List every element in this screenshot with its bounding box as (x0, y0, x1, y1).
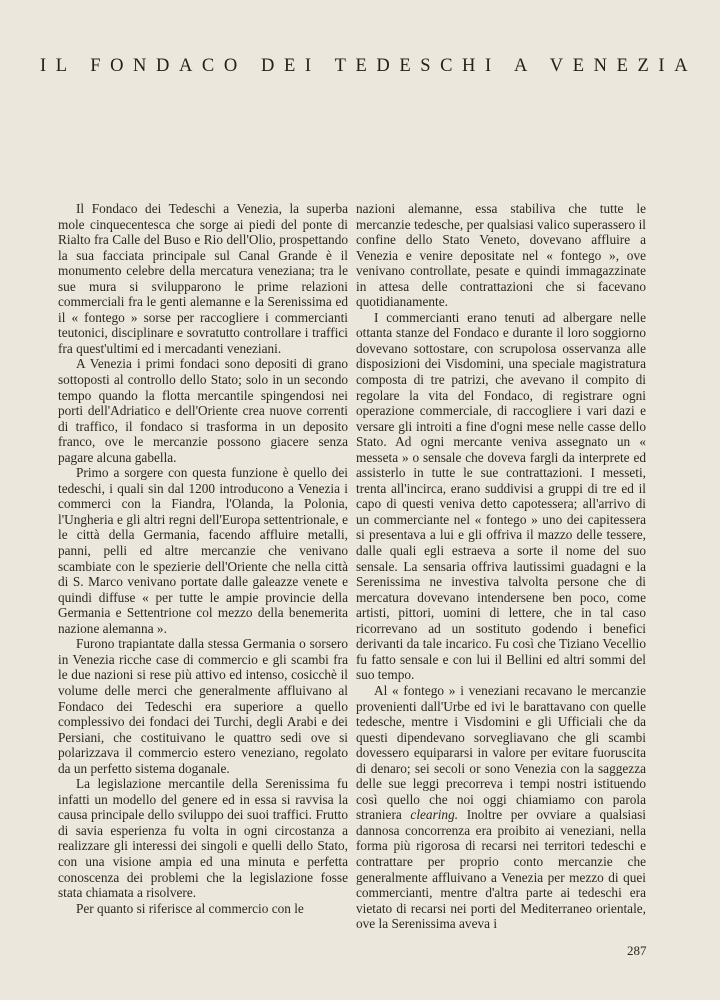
article-title: IL FONDACO DEI TEDESCHI A VENEZIA (40, 56, 698, 76)
paragraph: I commercianti erano tenuti ad albergare nelle ottanta stanze del Fondaco e durante il loro soggiorno dovevano sottostare, con scrupolosa osservanza alle disposizioni dei Visdomini, una speciale magistratura composta di tre patrizi, che avevano il compito di regolare la vita del Fondaco, di registrare ogni operazione commerciale, di raccogliere i vari dazi e versare gli introiti a fine d'ogni mese nelle casse dello Stato. Ad ogni mercante veniva assegnato un « messeta » o sensale che doveva fargli da interprete ed assisterlo in tutte le sue contrattazioni. I messeti, trenta all'incirca, erano suddivisi a gruppi di tre ed il capo di questi veniva detto capotessera; all'arrivo di un commerciante nel « fontego » uno dei capitessera si presentava a lui e gli offriva il mazzo delle tessere, dalle quali egli estraeva a sorte il nome del suo sensale. La sensaria offriva lautissimi guadagni e la Serenissima ne investiva talvolta persone che di mercatura dovevano intendersene ben poco, come artisti, pittori, uomini di lettere, che in tal caso ricorrevano ad un sostituto godendo i benefici derivanti da tale incarico. Fu così che Tiziano Vecellio fu fatto sensale e con lui il Bellini ed altri sommi del suo tempo. (356, 309, 646, 683)
text-run: Inoltre per ovviare a qualsiasi dannosa concorrenza era proibito ai veneziani, nella forma più rigorosa di recarsi nei territori tedeschi e contrattare per proprio conto mercanzie che generalmente affluivano a Venezia per mezzo di quei commercianti, mentre d'altra parte ai tedeschi era vietato di recarsi nei porti del Mediterraneo orientale, ove la Serenissima aveva i (356, 807, 646, 932)
page-number: 287 (627, 943, 647, 958)
paragraph: nazioni alemanne, essa stabiliva che tutte le mercanzie tedesche, per qualsiasi valico superassero il confine dello Stato Veneto, dovevano affluire a Venezia e venire depositate nel « fontego », ove venivano controllate, pesate e quindi immagazzinate in attesa delle contrattazioni che si facevano quotidianamente. (356, 201, 646, 310)
left-column (58, 201, 348, 916)
paragraph (356, 683, 646, 932)
paragraph: Primo a sorgere con questa funzione è quello dei tedeschi, i quali sin dal 1200 introducono a Venezia i commerci con la Fiandra, l'Olanda, la Polonia, l'Ungheria e gli altri regni dell'Europa settentrionale, e le città della Germania, facendo affluire metalli, panni, pelli ed altre mercanzie che venivano scambiate con le spezierie dell'Oriente che nella città di S. Marco venivano portate dalle galeazze venete e quindi diffuse « per tutte le ampie provincie della Germania e Settentrione col mezzo della benemerita nazione alemanna ». (58, 465, 348, 636)
paragraph: La legislazione mercantile della Serenissima fu infatti un modello del genere ed in essa si ravvisa la causa principale dello sviluppo dei suoi traffici. Frutto di savia esperienza fu volta in ogni circostanza a realizzare gli interessi dei singoli e quelli dello Stato, con una visione ampia ed una minuta e perfetta conoscenza dei problemi che la legislazione fosse stata chiamata a risolvere. (58, 776, 348, 901)
text-run: Al « fontego » i veneziani recavano le mercanzie provenienti dall'Urbe ed ivi le barattavano con quelle tedesche, mentre i Visdomini e gli Ufficiali che da questi dipendevano sorvegliavano che gli scambi dovessero equipararsi in valore per evitare fuoruscita di denaro; sei secoli or sono Venezia con la saggezza delle sue leggi precorreva i tempi nostri istituendo così quello che noi oggi chiamiamo con parola straniera (356, 682, 646, 823)
italic-term: clearing. (410, 807, 459, 823)
paragraph: Furono trapiantate dalla stessa Germania o sorsero in Venezia ricche case di commercio e gli scambi fra le due nazioni si rese più attivo ed intenso, cosicchè il volume delle merci che generalmente affluivano al Fondaco dei Tedeschi era superiore a quello complessivo dei fondaci dei Turchi, degli Arabi e dei Persiani, che costituivano le quattro sedi ove si polarizzava il commercio estero veneziano, regolato da un perfetto sistema doganale. (58, 636, 348, 776)
paragraph: Per quanto si riferisce al commercio con le (76, 900, 304, 916)
right-column (356, 201, 646, 932)
paragraph: Il Fondaco dei Tedeschi a Venezia, la superba mole cinquecentesca che sorge ai piedi del ponte di Rialto fra Calle del Buso e Rio dell'Olio, prospettando la sua facciata principale sul Canal Grande è il monumento celebre della mercatura veneziana; tra le sue mura si svilupparono le prime relazioni commerciali fra le genti alemanne e la Serenissima ed il « fontego » sorse per raccogliere i commercianti teutonici, disciplinare e sovratutto controllare i traffici fra quest'ultimi ed i mercadanti veneziani. (58, 201, 348, 356)
paragraph: A Venezia i primi fondaci sono depositi di grano sottoposti al controllo dello Stato; solo in un secondo tempo quando la flotta mercantile spingendosi nei porti dell'Adriatico e dell'Oriente crea nuove correnti di traffico, il fondaco si trasforma in un deposito franco, ove le mercanzie possono giacere senza pagare alcuna gabella. (58, 356, 348, 465)
